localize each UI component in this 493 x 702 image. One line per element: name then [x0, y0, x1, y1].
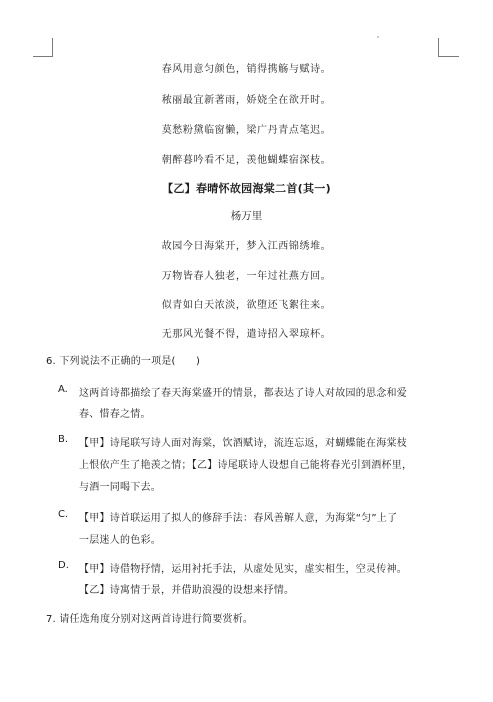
option-b-line-3: 与酒一同喝下去。 — [79, 482, 161, 493]
option-d-line-1: 【甲】诗借物抒情，运用衬托手法，从虚处见实，虚实相生，空灵传神。 — [79, 564, 407, 575]
question-6-stem: 6. 下列说法不正确的一项是( ) — [46, 356, 201, 367]
option-a-label: A. — [58, 384, 68, 395]
poem-yi-line-1: 故园今日海棠开，梦入江西锦绣堆。 — [161, 241, 332, 252]
option-b-line-1: 【甲】诗尾联写诗人面对海棠，饮酒赋诗，流连忘返，对蝴蝶能在海棠枝 — [79, 438, 407, 449]
option-d-line-2: 【乙】诗寓情于景，并借助浪漫的设想来抒情。 — [79, 585, 295, 596]
poem-jia-line-3: 莫愁粉黛临窗懒，梁广丹青点笔迟。 — [161, 125, 332, 136]
poem-yi-line-3: 似青如白天浓淡，欲堕还飞絮往来。 — [161, 300, 332, 311]
poem-yi-author: 杨万里 — [230, 210, 263, 222]
option-c-line-2: 一层迷人的色彩。 — [79, 535, 161, 546]
poem-yi-title: 【乙】春晴怀故园海棠二首(其一) — [162, 182, 331, 195]
poem-yi-line-4: 无那风光餐不得，遣诗招入翠琼杯。 — [161, 329, 332, 340]
question-7-stem: 7. 请任选角度分别对这两首诗进行简要赏析。 — [46, 614, 254, 625]
option-a-line-2: 春、惜春之情。 — [79, 409, 151, 420]
poem-jia-line-4: 朝醉暮吟看不足，羡他蝴蝶宿深枝。 — [161, 155, 332, 166]
option-c-line-1: 【甲】诗首联运用了拟人的修辞手法：春风善解人意，为海棠“匀”上了 — [79, 513, 398, 524]
poem-jia-line-2: 秾丽最宜新著雨，娇娆全在欲开时。 — [161, 95, 332, 106]
option-c-label: C. — [58, 509, 69, 520]
poem-jia-line-1: 春风用意匀颜色，销得携觞与赋诗。 — [161, 64, 332, 75]
poem-yi-line-2: 万物皆春人独老，一年过社燕方回。 — [161, 271, 332, 282]
option-d-label: D. — [58, 560, 69, 571]
option-b-label: B. — [58, 434, 69, 445]
option-b-line-2: 上恨依产生了艳羡之情；【乙】诗尾联诗人设想自己能将春光引到酒杯里， — [79, 460, 413, 471]
scan-speck — [377, 36, 379, 38]
option-a-line-1: 这两首诗都描绘了春天海棠盛开的情景，都表达了诗人对故园的思念和爱 — [79, 388, 407, 399]
